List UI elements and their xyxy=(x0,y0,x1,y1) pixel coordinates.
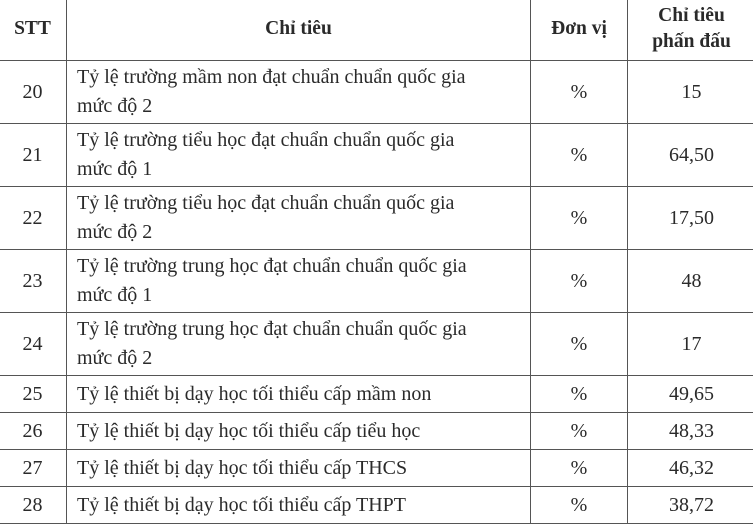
cell-unit: % xyxy=(531,124,628,187)
cell-indicator: Tỷ lệ thiết bị dạy học tối thiểu cấp mầm non xyxy=(67,376,531,413)
cell-target: 46,32 xyxy=(628,450,753,487)
indicator-line1: Tỷ lệ trường tiểu học đạt chuẩn chuẩn quốc gia xyxy=(77,129,455,151)
indicator-line2: mức độ 2 xyxy=(77,221,153,243)
cell-target: 49,65 xyxy=(628,376,753,413)
cell-indicator xyxy=(67,124,531,187)
cell-indicator: Tỷ lệ thiết bị dạy học tối thiểu cấp THPT xyxy=(67,487,531,524)
cell-stt: 22 xyxy=(0,187,67,250)
table-row xyxy=(0,250,753,313)
table-row xyxy=(0,450,753,487)
cell-unit: % xyxy=(531,250,628,313)
cell-unit: % xyxy=(531,487,628,524)
cell-target: 48 xyxy=(628,250,753,313)
cell-target: 17 xyxy=(628,313,753,376)
indicator-line2: mức độ 1 xyxy=(77,284,153,306)
cell-unit: % xyxy=(531,450,628,487)
header-stt: STT xyxy=(0,0,67,61)
cell-indicator: Tỷ lệ thiết bị dạy học tối thiểu cấp THCS xyxy=(67,450,531,487)
cell-stt: 25 xyxy=(0,376,67,413)
table-row xyxy=(0,487,753,524)
cell-unit: % xyxy=(531,187,628,250)
cell-indicator xyxy=(67,313,531,376)
cell-target: 15 xyxy=(628,61,753,124)
cell-unit: % xyxy=(531,376,628,413)
cell-indicator xyxy=(67,187,531,250)
cell-indicator xyxy=(67,61,531,124)
indicator-line2: mức độ 2 xyxy=(77,95,153,117)
cell-unit: % xyxy=(531,61,628,124)
cell-stt: 23 xyxy=(0,250,67,313)
table-row xyxy=(0,413,753,450)
cell-target: 48,33 xyxy=(628,413,753,450)
cell-unit: % xyxy=(531,313,628,376)
table-row xyxy=(0,313,753,376)
cell-stt: 27 xyxy=(0,450,67,487)
table-row xyxy=(0,61,753,124)
cell-stt: 24 xyxy=(0,313,67,376)
header-indicator: Chỉ tiêu xyxy=(67,0,531,61)
cell-indicator: Tỷ lệ thiết bị dạy học tối thiểu cấp tiểu học xyxy=(67,413,531,450)
indicator-line1: Tỷ lệ trường trung học đạt chuẩn chuẩn quốc gia xyxy=(77,255,467,277)
indicator-line1: Tỷ lệ trường tiểu học đạt chuẩn chuẩn quốc gia xyxy=(77,192,455,214)
indicator-line2: mức độ 2 xyxy=(77,347,153,369)
header-target-line2: phấn đấu xyxy=(652,31,731,52)
cell-target: 38,72 xyxy=(628,487,753,524)
cell-stt: 28 xyxy=(0,487,67,524)
cell-target: 64,50 xyxy=(628,124,753,187)
cell-indicator xyxy=(67,250,531,313)
indicator-line2: mức độ 1 xyxy=(77,158,153,180)
header-unit: Đơn vị xyxy=(531,0,628,61)
cell-stt: 21 xyxy=(0,124,67,187)
header-target-line1: Chỉ tiêu xyxy=(658,5,725,26)
cell-stt: 20 xyxy=(0,61,67,124)
cell-stt: 26 xyxy=(0,413,67,450)
table-row xyxy=(0,187,753,250)
indicator-line1: Tỷ lệ trường trung học đạt chuẩn chuẩn quốc gia xyxy=(77,318,467,340)
table-row xyxy=(0,376,753,413)
table-row xyxy=(0,124,753,187)
header-target xyxy=(628,0,753,61)
header-row xyxy=(0,0,753,61)
indicator-line1: Tỷ lệ trường mầm non đạt chuẩn chuẩn quốc gia xyxy=(77,66,466,88)
cell-target: 17,50 xyxy=(628,187,753,250)
cell-unit: % xyxy=(531,413,628,450)
